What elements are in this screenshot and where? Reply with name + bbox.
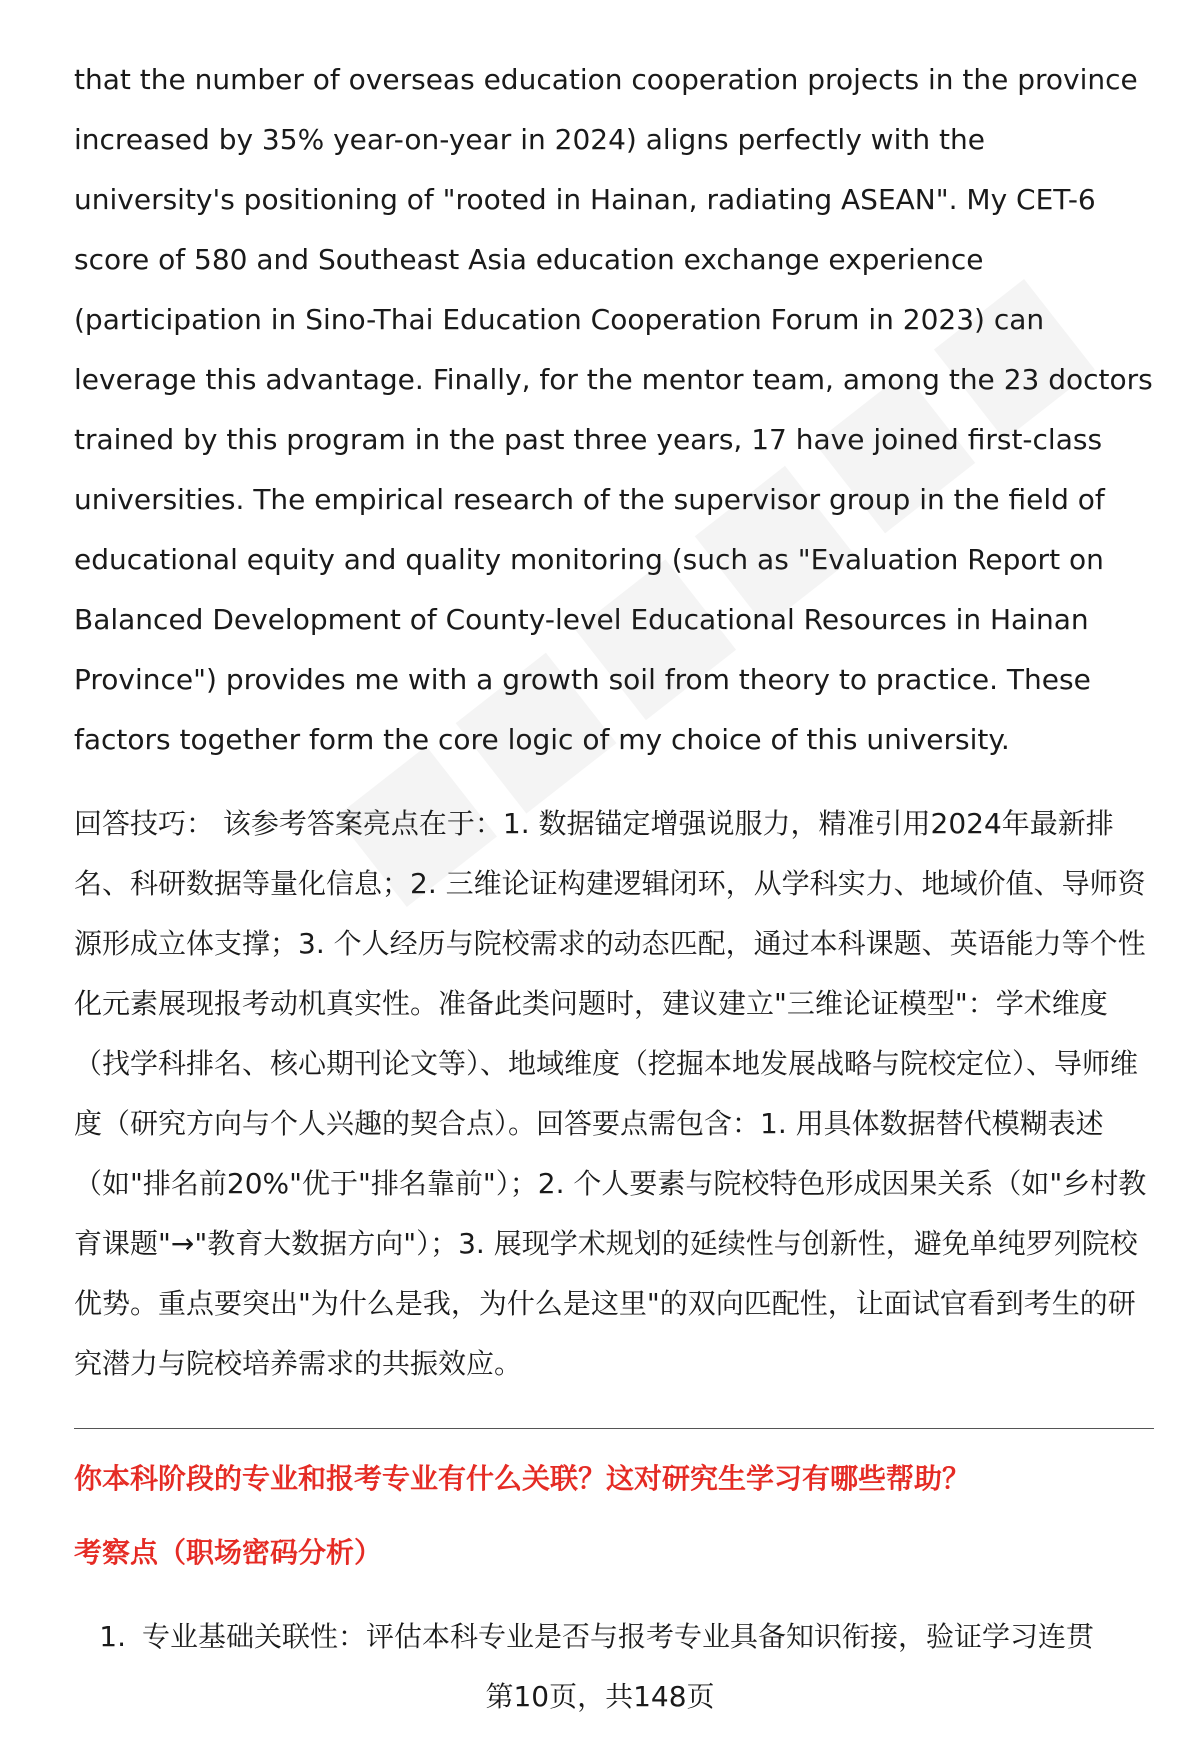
assessment-points-list — [74, 1609, 1154, 1665]
answer-paragraph-english: that the number of overseas education cooperation projects in the province increased by 35% year-on-year in 2024) aligns perfectly with the university's positioning of "rooted in Hainan, radiating ASEAN". My CET-6 score of 580 and Southeast Asia education exchange experience (participation in Sino-Thai Education Cooperation Forum in 2023) can leverage this advantage. Finally, for the mentor team, among the 23 doctors trained by this program in the past three years, 17 have joined first-class universities. The empirical research of the supervisor group in the field of educational equity and quality monitoring (such as "Evaluation Report on Balanced Development of County-level Educational Resources in Hainan Province") provides me with a growth soil from theory to practice. These factors together form the core logic of my choice of this university. — [74, 63, 1153, 756]
list-item — [74, 1609, 1154, 1665]
question-heading: 你本科阶段的专业和报考专业有什么关联？这对研究生学习有哪些帮助？ — [74, 1462, 971, 1495]
page-footer: 第10页，共148页 — [485, 1680, 715, 1713]
list-item-text: 专业基础关联性：评估本科专业是否与报考专业具备知识衔接，验证学习连贯 — [142, 1620, 1095, 1653]
assessment-points-heading: 考察点（职场密码分析） — [74, 1536, 383, 1569]
answer-tips-paragraph: 回答技巧： 该参考答案亮点在于：1. 数据锚定增强说服力，精准引用2024年最新排名、科研数据等量化信息；2. 三维论证构建逻辑闭环，从学科实力、地域价值、导师资源形成立体支撑；3. 个人经历与院校需求的动态匹配，通过本科课题、英语能力等个性化元素展现报考动机真实性。准备此类问题时，建议建立"三维论证模型"：学术维度（找学科排名、核心期刊论文等）、地域维度（挖掘本地发展战略与院校定位）、导师维度（研究方向与个人兴趣的契合点）。回答要点需包含：1. 用具体数据替代模糊表述（如"排名前20%"优于"排名靠前"）；2. 个人要素与院校特色形成因果关系（如"乡村教育课题"→"教育大数据方向"）；3. 展现学术规划的延续性与创新性，避免单纯罗列院校优势。重点要突出"为什么是我，为什么是这里"的双向匹配性，让面试官看到考生的研究潜力与院校培养需求的共振效应。 — [74, 807, 1147, 1380]
list-item-number: 1. — [99, 1620, 126, 1653]
page-content — [74, 50, 1154, 1665]
section-divider — [74, 1428, 1154, 1429]
